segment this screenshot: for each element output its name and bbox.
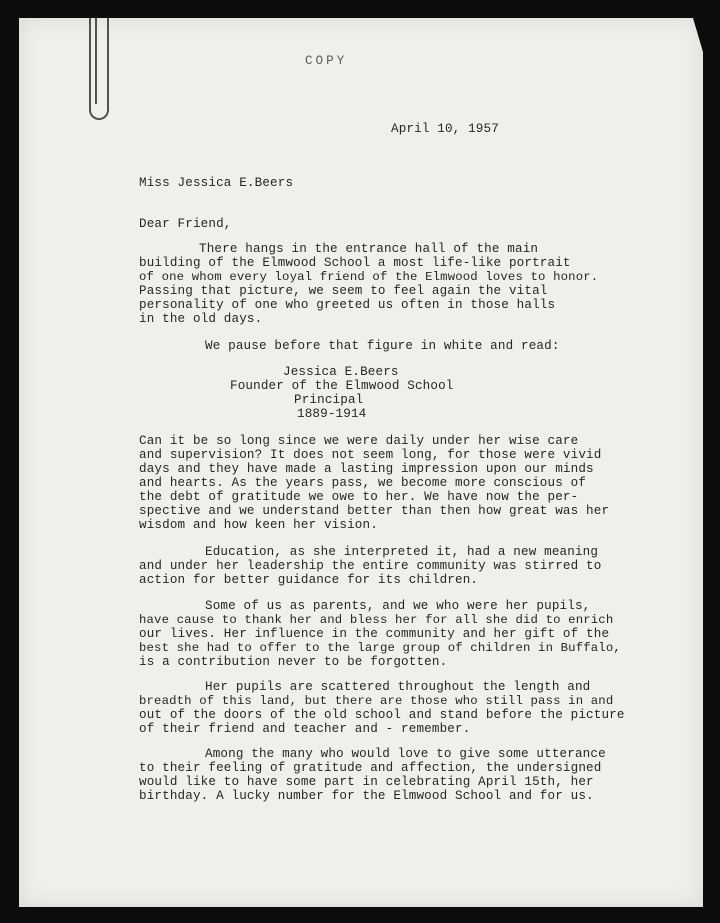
paragraph-5-line: is a contribution never to be forgotten.: [139, 655, 448, 669]
salutation: Dear Friend,: [139, 217, 232, 231]
inscription-line: Founder of the Elmwood School: [230, 379, 454, 393]
inscription-line: Principal: [294, 393, 364, 407]
paragraph-7-line: Among the many who would love to give some utterance: [205, 747, 606, 761]
recipient-name: Miss Jessica E.Beers: [139, 176, 294, 190]
inscription-line: Jessica E.Beers: [283, 365, 399, 379]
paragraph-2: We pause before that figure in white and read:: [205, 339, 560, 353]
paragraph-3-line: and hearts. As the years pass, we become more conscious of: [139, 476, 587, 490]
paragraph-1-line: in the old days.: [139, 312, 263, 326]
copy-header: COPY: [305, 54, 348, 68]
paragraph-3-line: Can it be so long since we were daily under her wise care: [139, 434, 579, 448]
paperclip-mark: [89, 18, 109, 120]
paragraph-7-line: would like to have some part in celebrating April 15th, her: [139, 775, 594, 789]
paragraph-7-line: birthday. A lucky number for the Elmwood School and for us.: [139, 789, 594, 803]
paragraph-3-line: days and they have made a lasting impression upon our minds: [139, 462, 594, 476]
paragraph-1-line: Passing that picture, we seem to feel again the vital: [139, 284, 548, 298]
inscription-line: 1889-1914: [297, 407, 367, 421]
paragraph-5-line: best she had to offer to the large group of children in Buffalo,: [139, 641, 621, 655]
folded-corner: [693, 18, 703, 52]
paperclip-mark-inner: [95, 18, 97, 104]
paragraph-1-line: There hangs in the entrance hall of the main: [199, 242, 539, 256]
paragraph-3-line: spective and we understand better than then how great was her: [139, 504, 610, 518]
paragraph-6-line: Her pupils are scattered throughout the length and: [205, 680, 591, 694]
paragraph-5-line: our lives. Her influence in the community and her gift of the: [139, 627, 610, 641]
paragraph-5-line: Some of us as parents, and we who were her pupils,: [205, 599, 591, 613]
paragraph-6-line: of their friend and teacher and - remember.: [139, 722, 471, 736]
paragraph-1-line: of one whom every loyal friend of the Elmwood loves to honor.: [139, 270, 599, 284]
paragraph-3-line: wisdom and how keen her vision.: [139, 518, 378, 532]
letter-date: April 10, 1957: [391, 122, 499, 136]
paragraph-4-line: Education, as she interpreted it, had a new meaning: [205, 545, 599, 559]
paragraph-3-line: and supervision? It does not seem long, for those were vivid: [139, 448, 602, 462]
paragraph-6-line: breadth of this land, but there are those who still pass in and: [139, 694, 614, 708]
paragraph-5-line: have cause to thank her and bless her for all she did to enrich: [139, 613, 614, 627]
paragraph-4-line: action for better guidance for its children.: [139, 573, 479, 587]
paragraph-1-line: personality of one who greeted us often in those halls: [139, 298, 556, 312]
paragraph-6-line: out of the doors of the old school and stand before the picture: [139, 708, 625, 722]
paragraph-4-line: and under her leadership the entire community was stirred to: [139, 559, 602, 573]
paragraph-3-line: the debt of gratitude we owe to her. We have now the per-: [139, 490, 579, 504]
paragraph-1-line: building of the Elmwood School a most life-like portrait: [139, 256, 571, 270]
paragraph-7-line: to their feeling of gratitude and affection, the undersigned: [139, 761, 602, 775]
